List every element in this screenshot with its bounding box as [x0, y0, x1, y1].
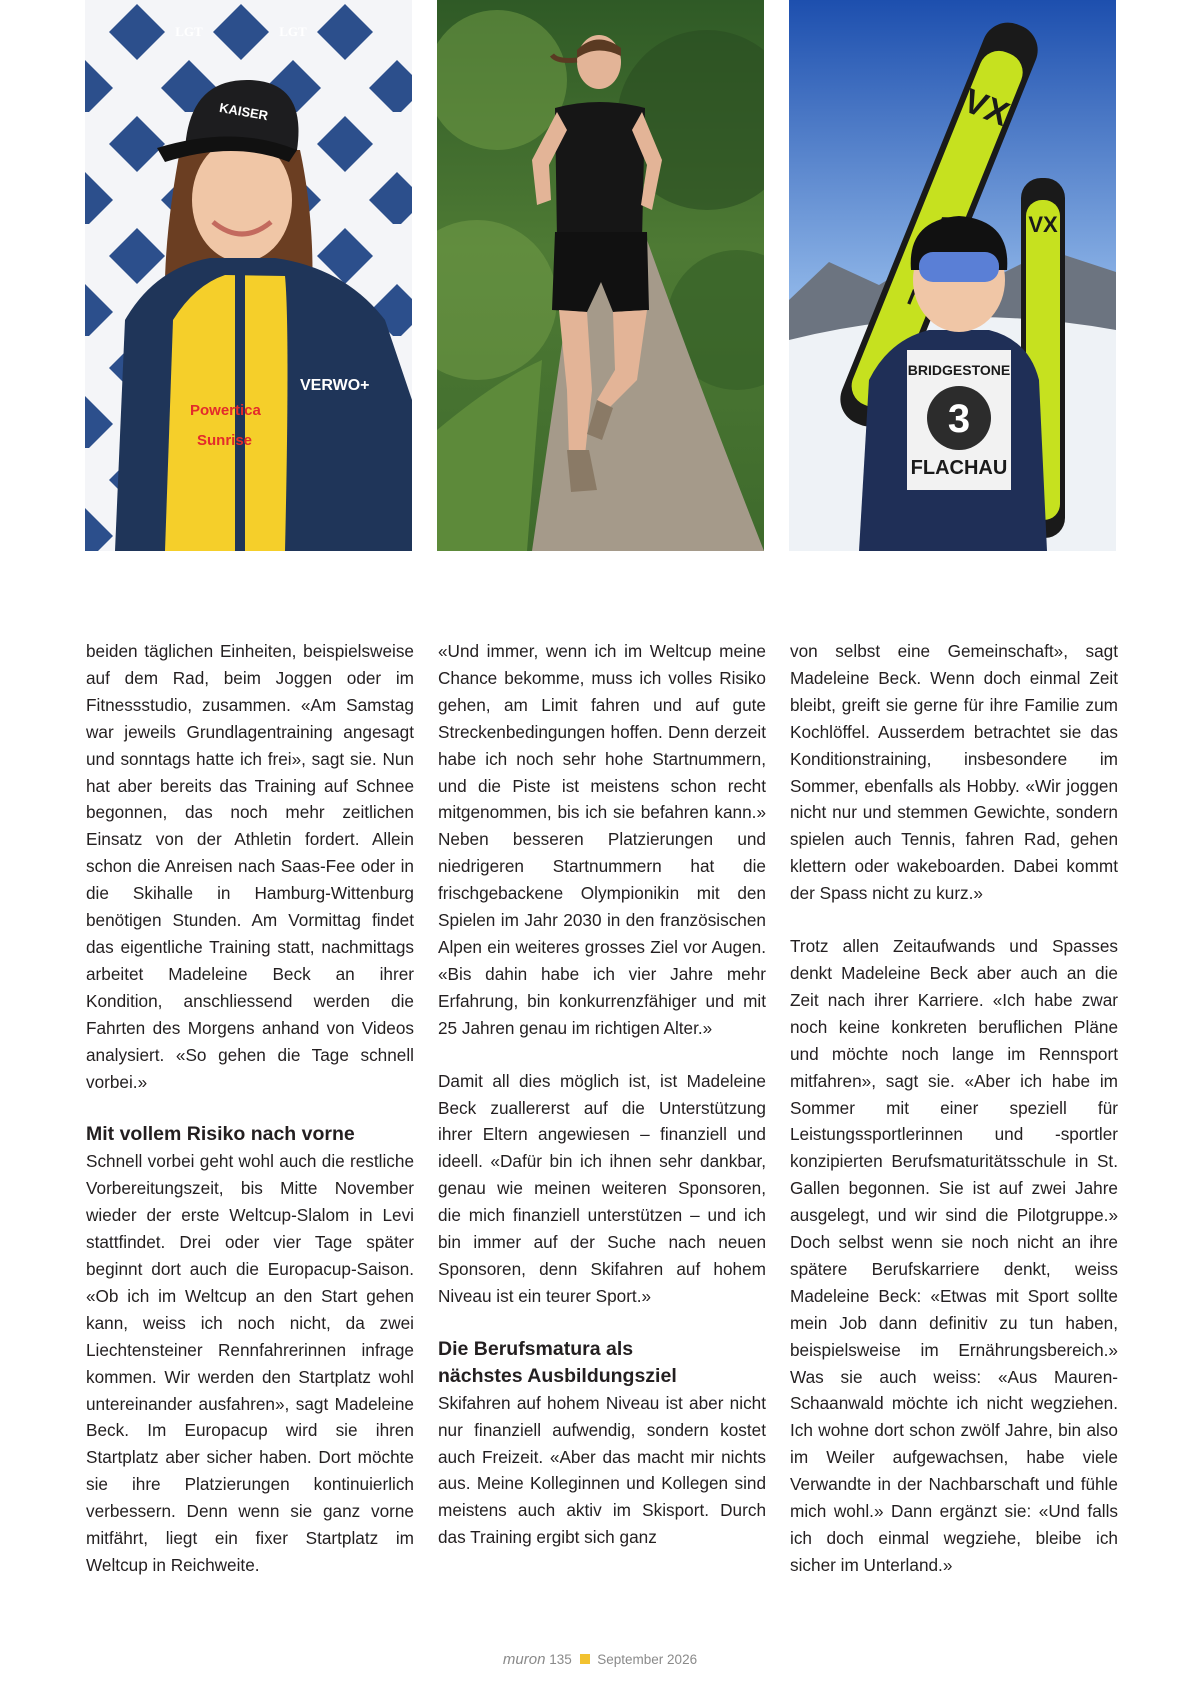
- portrait-image: [85, 0, 412, 551]
- backdrop-logo: LGT: [175, 24, 203, 39]
- accent-square-icon: [580, 1654, 590, 1664]
- paragraph: «Und immer, wenn ich im Weltcup meine Chance bekomme, muss ich volles Risiko gehen, am Limit fahren und auf gute Streckenbedingungen hoffen. Denn derzeit habe ich noch sehr hohe Startnummern, und die Piste ist meistens schon recht mitgenommen, bis ich sie befahren kann.» Neben besseren Platzierungen und niedrigeren Startnummern hat die frischgebackene Olympionikin mit den Spielen im Jahr 2030 in den französischen Alpen ein weiteres grosses Ziel vor Augen. «Bis dahin habe ich vier Jahre mehr Erfahrung, bin konkurrenzfähiger und mit 25 Jahren genau im richtigen Alter.»: [438, 641, 766, 1038]
- paragraph: beiden täglichen Einheiten, beispielsweise auf dem Rad, beim Joggen oder im Fitnessstudio, zusammen. «Am Samstag war jeweils Grundlagentraining angesagt und sonntags hatte ich frei», sagt sie. Nun hat aber bereits das Training auf Schnee begonnen, das noch mehr zeitlichen Einsatz von der Athletin fordert. Allein schon die Anreisen nach Saas-Fee oder in die Skihalle in Hamburg-Wittenburg benötigen Stunden. Am Vormittag findet das eigentliche Training statt, nachmittags arbeitet Madeleine Beck an ihrer Kondition, anschliessend werden die Fahrten des Morgens anhand von Videos analysiert. «So gehen die Tage schnell vorbei.»: [86, 641, 414, 1092]
- svg-text:VX: VX: [958, 81, 1015, 134]
- page-footer: [0, 1651, 1200, 1668]
- paragraph: Damit all dies möglich ist, ist Madeleine Beck zuallererst auf die Unterstützung ihrer Eltern angewiesen – finanziell und ideell. «Dafür bin ich ihnen sehr dankbar, genau wie meinen weiteren Sponsoren, die mich finanziell unterstützen – und ich bin immer auf der Suche nach neuen Sponsoren, denn Skifahren auf hohem Niveau ist ein teurer Sport.»: [438, 1070, 766, 1306]
- bib-sponsor: BRIDGESTONE: [907, 362, 1011, 378]
- skier-image: [789, 0, 1116, 551]
- paragraph: Trotz allen Zeitaufwands und Spasses denkt Madeleine Beck aber auch an die Zeit nach ihrer Karriere. «Ich habe zwar noch keine konkreten beruflichen Pläne und möchte noch lange im Rennsport mitfahren», sagt sie. «Aber ich habe im Sommer mit einer speziell für Leistungssportlerinnen und -sportler konzipierten Berufsmaturitätsschule in St. Gallen begonnen. Sie ist auf zwei Jahre ausgelegt, und wir sind die Pilotgruppe.» Doch selbst wenn sie noch nicht an ihre spätere Berufskarriere denkt, weiss Madeleine Beck: «Etwas mit Sport sollte mein Job dann definitiv zu tun haben, beispielsweise im Ernährungsbereich.» Was sie auch weiss: «Aus Mauren-Schaanwald möchte ich nicht wegziehen. Ich wohne dort schon zwölf Jahre, bin also im Weiler aufgewachsen, habe viele Verwandte in der Nachbarschaft und fühle mich wohl.» Dann ergänzt sie: «Und falls ich doch einmal wegziehe, bleibe ich sicher im Unterland.»: [790, 936, 1118, 1575]
- jacket-sponsor-1: Powertica: [190, 402, 261, 419]
- article-column-3: [790, 638, 1118, 1579]
- svg-text:VX: VX: [1028, 212, 1058, 237]
- section-heading: Die Berufsmatura als nächstes Ausbildungsziel: [438, 1337, 677, 1387]
- paragraph: Skifahren auf hohem Niveau ist aber nicht nur finanziell aufwendig, sondern kostet auch Freizeit. «Aber das macht mir nichts aus. Meine Kolleginnen und Kollegen sind meistens auch aktiv im Skisport. Durch das Training ergibt sich ganz: [438, 1392, 766, 1548]
- bib-location: FLACHAU: [910, 457, 1008, 479]
- paragraph: von selbst eine Gemeinschaft», sagt Madeleine Beck. Wenn doch einmal Zeit bleibt, greift sie gerne für ihre Familie zum Kochlöffel. Ausserdem betrachtet sie das Konditionstraining, insbesondere im Sommer, ebenfalls als Hobby. «Wir joggen nicht nur und stemmen Gewichte, sondern spielen auch Tennis, fahren Rad, gehen klettern oder wakeboarden. Dabei kommt der Spass nicht zu kurz.»: [790, 641, 1118, 904]
- section-heading: Mit vollem Risiko nach vorne: [86, 1123, 355, 1146]
- photo-portrait: [85, 0, 412, 551]
- article-column-2: [438, 638, 766, 1551]
- cap-brand: KAISER: [218, 99, 270, 124]
- article-column-1: [86, 638, 414, 1579]
- jacket-sponsor-2: Sunrise: [197, 432, 253, 449]
- runner-image: [437, 0, 764, 551]
- issue-date: September 2026: [597, 1652, 698, 1667]
- bib-number: 3: [947, 397, 971, 441]
- magazine-brand: muron: [502, 1651, 546, 1668]
- svg-text:LGT: LGT: [279, 24, 307, 39]
- issue-number: 135: [549, 1652, 572, 1667]
- sleeve-text: VERWO+: [300, 377, 370, 394]
- photo-runner: [437, 0, 764, 551]
- photo-skier: [789, 0, 1116, 551]
- paragraph: Schnell vorbei geht wohl auch die restliche Vorbereitungszeit, bis Mitte November wieder der erste Weltcup-Slalom in Levi stattfindet. Drei oder vier Tage später beginnt dort auch die Europacup-Saison. «Ob ich im Weltcup an den Start gehen kann, weiss ich noch nicht, da zwei Liechtensteiner Rennfahrerinnen infrage kommen. Wir werden den Startplatz wohl untereinander ausfahren», sagt Madeleine Beck. Im Europacup wird sie ihren Startplatz aber sicher haben. Dort möchte sie ihre Platzierungen kontinuierlich verbessern. Denn wenn sie ganz vorne mitfährt, liegt ein fixer Startplatz im Weltcup in Reichweite.: [86, 1151, 414, 1575]
